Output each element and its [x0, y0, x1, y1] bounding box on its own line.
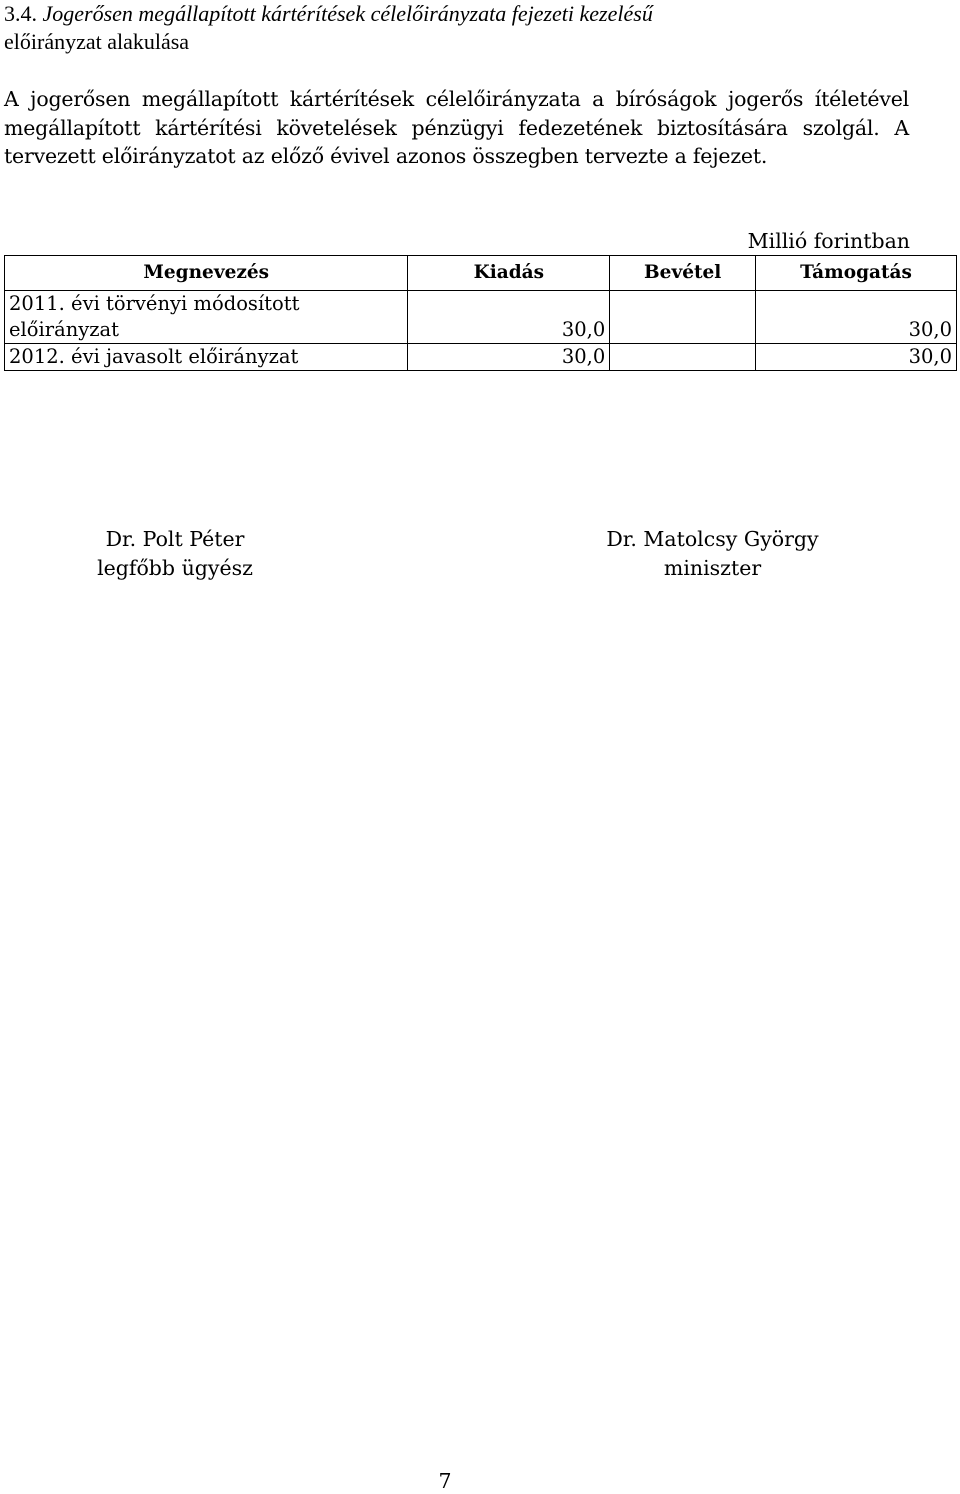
- signature-block-right: [560, 525, 865, 582]
- signature-name: Dr. Polt Péter: [105, 527, 245, 551]
- signature-role: miniszter: [663, 555, 762, 580]
- table-row: [5, 291, 957, 344]
- row-kiadas: 30,0: [408, 344, 610, 371]
- unit-label: Millió forintban: [747, 229, 910, 253]
- section-number: 3.4.: [4, 1, 37, 26]
- row-kiadas: 30,0: [408, 291, 610, 344]
- signature-role: legfőbb ügyész: [97, 555, 253, 580]
- row-name-line1: 2012. évi javasolt előirányzat: [9, 345, 299, 368]
- row-name-line2: előirányzat: [9, 318, 120, 341]
- budget-table: [4, 255, 957, 371]
- table-header-row: [5, 256, 957, 291]
- row-name-line1: 2011. évi törvényi módosított: [9, 292, 300, 315]
- row-bevetel: [610, 344, 756, 371]
- signature-name: Dr. Matolcsy György: [606, 527, 819, 551]
- header-bevetel: Bevétel: [610, 256, 756, 291]
- signature-block-left: [60, 525, 290, 582]
- section-title-line1: Jogerősen megállapított kártérítések célelőirányzata fejezeti kezelésű: [42, 1, 653, 26]
- section-heading: [4, 0, 909, 56]
- page-number: 7: [438, 1469, 452, 1493]
- row-name: [5, 344, 408, 371]
- row-tamogatas: 30,0: [756, 344, 957, 371]
- section-title-line2: előirányzat alakulása: [4, 29, 190, 54]
- row-tamogatas: 30,0: [756, 291, 957, 344]
- row-name: [5, 291, 408, 344]
- table-row: [5, 344, 957, 371]
- header-megnevezes: Megnevezés: [5, 256, 408, 291]
- header-kiadas: Kiadás: [408, 256, 610, 291]
- row-bevetel: [610, 291, 756, 344]
- body-paragraph: A jogerősen megállapított kártérítések célelőirányzata a bíróságok jogerős ítéletével megállapított kártérítési követelések pénzügyi fedezetének biztosítására szolgál. A tervezett előirányzatot az előző évivel azonos összegben tervezte a fejezet.: [4, 87, 909, 168]
- header-tamogatas: Támogatás: [756, 256, 957, 291]
